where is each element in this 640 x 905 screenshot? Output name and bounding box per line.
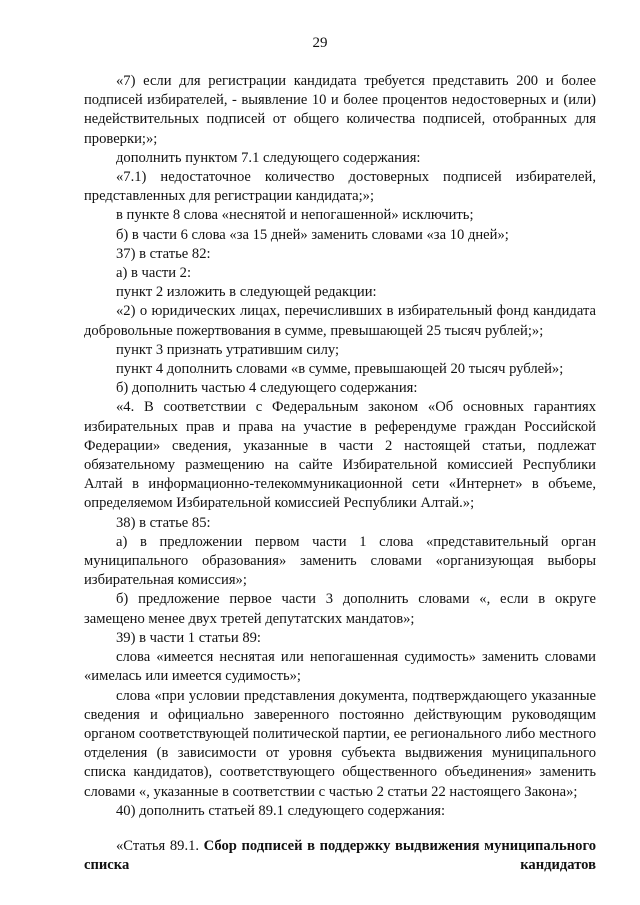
paragraph-article-82: 37) в статье 82: xyxy=(116,245,211,262)
paragraph-item-8: в пункте 8 слова «неснятой и непогашенной» исключить; xyxy=(116,207,474,224)
paragraph-add-point-7-1: дополнить пунктом 7.1 следующего содержания: xyxy=(116,149,421,166)
article-heading-title: Сбор подписей в поддержку выдвижения муниципального списка кандидатов xyxy=(84,837,597,874)
article-heading-prefix: «Статья 89.1. xyxy=(116,837,200,854)
paragraph-part-2: а) в части 2: xyxy=(116,265,192,282)
paragraph-part-4-text: «4. В соответствии с Федеральным законом «Об основных гарантиях избирательных прав и права на участие в референдуме граждан Российской Федерации» сведения, указанные в части 2 настоящей статьи, подлежат обязательному размещению на сайте Избирательной комиссией Республики Алтай в информационно-телекоммуникационной сети «Интернет» в объеме, определяемом Избирательной комиссией Республики Алтай.»; xyxy=(84,399,596,512)
paragraph-point-2-text: «2) о юридических лицах, перечисливших в избирательный фонд кандидата добровольные пожертвования в сумме, превышающей 25 тысяч рублей;»; xyxy=(84,303,596,339)
paragraph-add-article-89-1: 40) дополнить статьей 89.1 следующего содержания: xyxy=(116,802,446,819)
paragraph-conviction-words: слова «имеется неснятая или непогашенная судимость» заменить словами «имелась или имеется судимость»; xyxy=(84,649,596,685)
paragraph-part-6: б) в части 6 слова «за 15 дней» заменить словами «за 10 дней»; xyxy=(116,226,509,243)
page-number: 29 xyxy=(312,35,328,51)
paragraph-point-3: пункт 3 признать утратившим силу; xyxy=(116,341,340,358)
paragraph-article-85-part-1: а) в предложении первом части 1 слова «представительный орган муниципального образования» заменить словами «организующая выборы избирательная комиссия»; xyxy=(84,533,596,589)
paragraph-article-85: 38) в статье 85: xyxy=(116,514,211,531)
paragraph-add-part-4: б) дополнить частью 4 следующего содержания: xyxy=(116,380,418,397)
paragraph-point-4: пункт 4 дополнить словами «в сумме, превышающей 20 тысяч рублей»; xyxy=(116,361,564,378)
paragraph-item-7-1: «7.1) недостаточное количество достоверных подписей избирателей, представленных для регистрации кандидата;»; xyxy=(84,169,596,205)
paragraph-item-7: «7) если для регистрации кандидата требуется представить 200 и более подписей избирателей, - выявление 10 и более процентов недостоверных и (или) недействительных подписей от общего количества подписей, отобранных для проверки;»; xyxy=(84,73,596,147)
paragraph-point-2-edit: пункт 2 изложить в следующей редакции: xyxy=(116,284,377,301)
paragraph-article-85-part-3: б) предложение первое части 3 дополнить словами «, если в округе замещено менее двух третей депутатских мандатов»; xyxy=(84,591,596,627)
article-heading xyxy=(84,837,596,875)
paragraph-document-words: слова «при условии представления документа, подтверждающего указанные сведения и официально заверенного постоянно действующим руководящим органом соответствующей политической партии, ее регионального либо местного отделения (в зависимости от уровня субъекта выдвижения муниципального списка кандидатов), соответствующего общественного объединения» заменить словами «, указанные в соответствии с частью 2 статьи 22 настоящего Закона»; xyxy=(84,687,596,800)
document-body xyxy=(84,72,596,875)
paragraph-article-89: 39) в части 1 статьи 89: xyxy=(116,629,261,646)
